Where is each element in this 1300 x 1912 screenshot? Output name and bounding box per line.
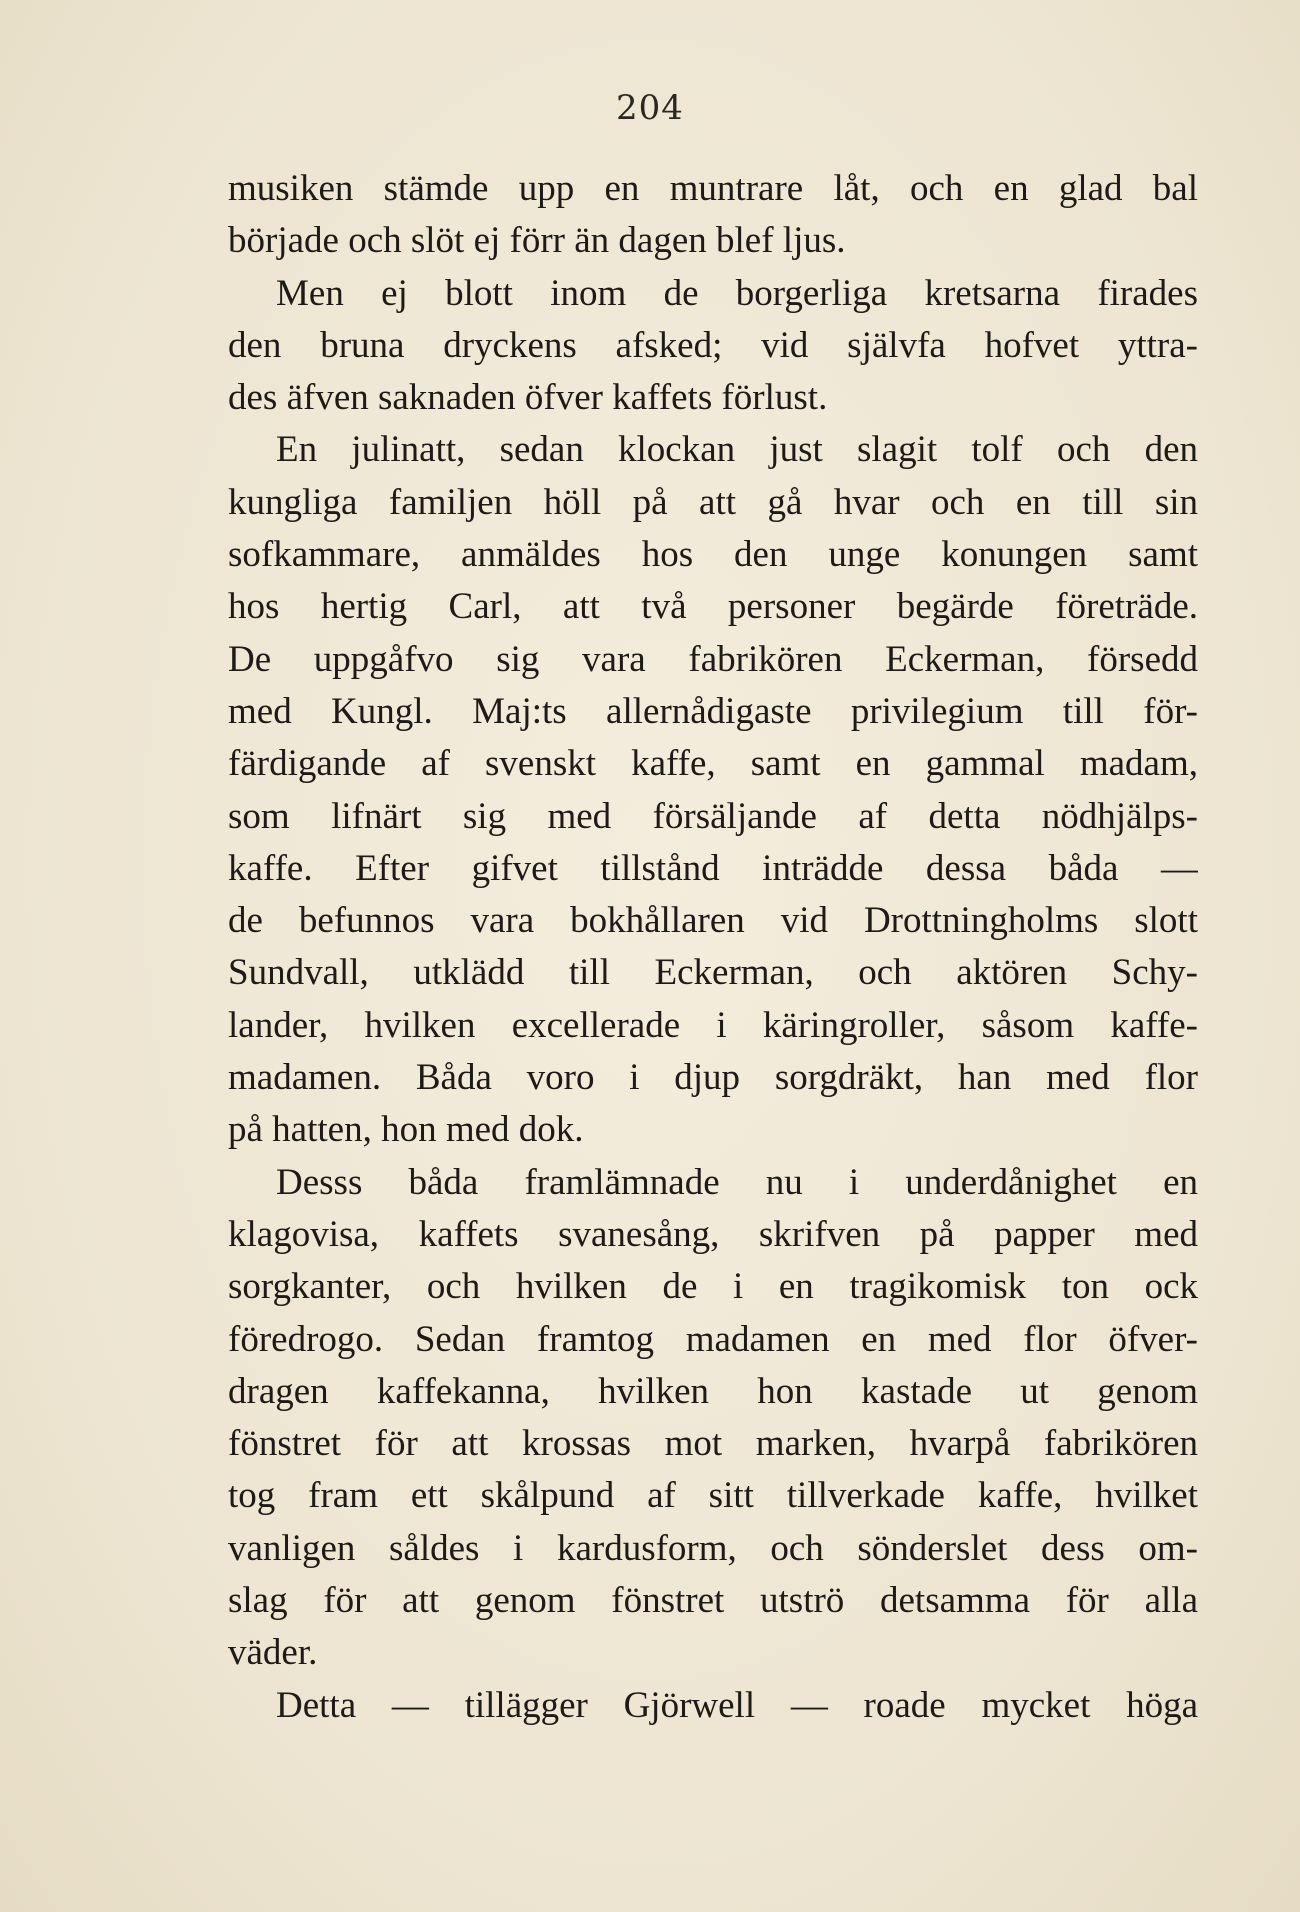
body-text <box>228 163 1198 1732</box>
text-line: lander, hvilken excellerade i käringroller, såsom kaffe- <box>228 1004 1198 1046</box>
text-line: kaffe. Efter gifvet tillstånd inträdde dessa båda — <box>228 847 1198 889</box>
text-line: madamen. Båda voro i djup sorgdräkt, han med flor <box>228 1057 1198 1099</box>
text-line: Men ej blott inom de borgerliga kretsarna firades <box>276 272 1198 314</box>
text-line: De uppgåfvo sig vara fabrikören Eckerman, försedd <box>228 638 1198 680</box>
text-line: dragen kaffekanna, hvilken hon kastade ut genom <box>228 1370 1198 1412</box>
text-line: sofkammare, anmäldes hos den unge konungen samt <box>228 534 1198 576</box>
text-line: föredrogo. Sedan framtog madamen en med flor öfver- <box>228 1318 1198 1360</box>
text-line: började och slöt ej förr än dagen blef ljus. <box>228 220 846 262</box>
page-number: 204 <box>616 88 684 128</box>
text-line: Detta — tillägger Gjörwell — roade mycket höga <box>276 1684 1198 1726</box>
text-line: med Kungl. Maj:ts allernådigaste privilegium till för- <box>228 690 1198 732</box>
text-line: hos hertig Carl, att två personer begärde företräde. <box>228 586 1198 628</box>
text-line: tog fram ett skålpund af sitt tillverkade kaffe, hvilket <box>228 1475 1198 1517</box>
text-line: kungliga familjen höll på att gå hvar och en till sin <box>228 481 1198 523</box>
text-line: des äfven saknaden öfver kaffets förlust. <box>228 377 828 419</box>
text-line: sorgkanter, och hvilken de i en tragikomisk ton ock <box>228 1266 1198 1308</box>
text-line: Desss båda framlämnade nu i underdånighet en <box>276 1161 1198 1203</box>
text-line: den bruna dryckens afsked; vid självfa hofvet yttra- <box>228 324 1198 366</box>
text-line: Sundvall, utklädd till Eckerman, och aktören Schy- <box>228 952 1198 994</box>
text-line: vanligen såldes i kardusform, och sönderslet dess om- <box>228 1527 1198 1569</box>
text-line: En julinatt, sedan klockan just slagit tolf och den <box>276 429 1198 471</box>
text-line: som lifnärt sig med försäljande af detta nödhjälps- <box>228 795 1198 837</box>
text-line: fönstret för att krossas mot marken, hvarpå fabrikören <box>228 1423 1198 1465</box>
text-line: klagovisa, kaffets svanesång, skrifven på papper med <box>228 1213 1198 1255</box>
text-line: väder. <box>228 1632 318 1674</box>
text-line: musiken stämde upp en muntrare låt, och en glad bal <box>228 168 1198 209</box>
text-line: på hatten, hon med dok. <box>228 1109 584 1151</box>
text-line: färdigande af svenskt kaffe, samt en gammal madam, <box>228 743 1198 785</box>
text-line: slag för att genom fönstret utströ detsamma för alla <box>228 1580 1198 1622</box>
text-line: de befunnos vara bokhållaren vid Drottningholms slott <box>228 900 1198 942</box>
